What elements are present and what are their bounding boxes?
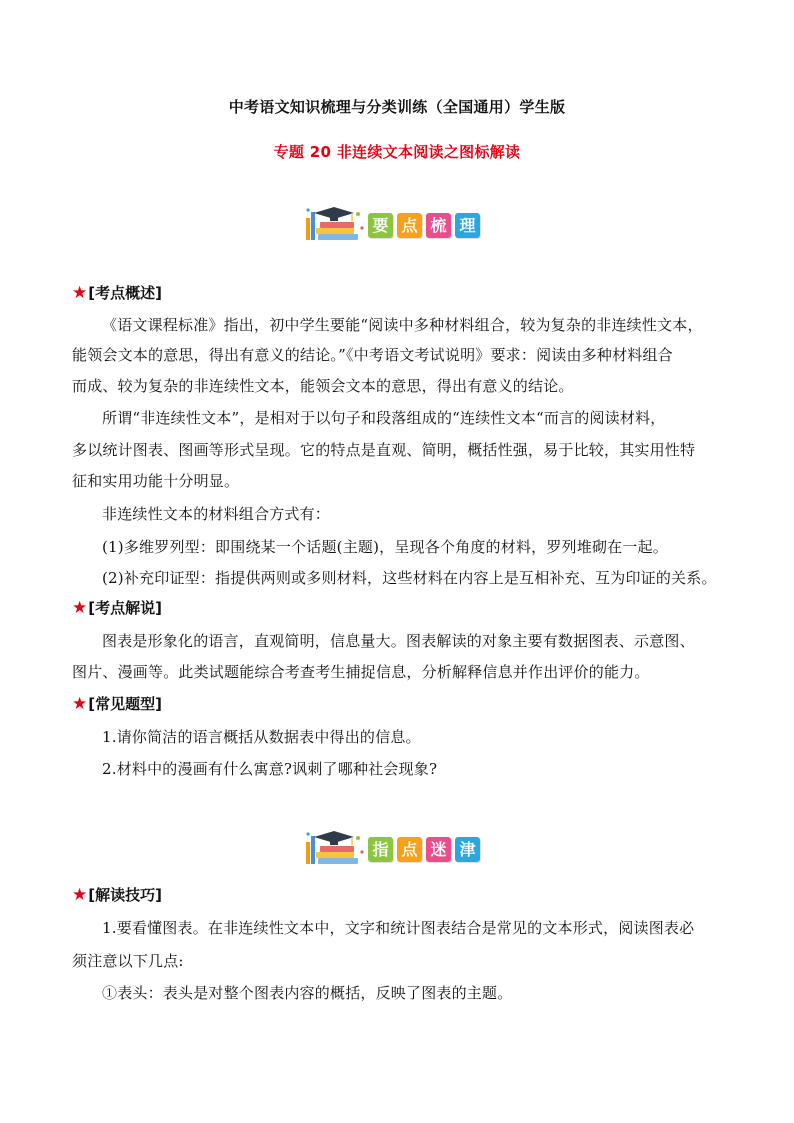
banner-tile: 理	[455, 213, 480, 238]
section-banner-key-points	[306, 204, 496, 248]
banner-tile: 点	[397, 837, 422, 862]
star-icon: ★	[72, 283, 88, 303]
banner-tile: 梳	[426, 213, 451, 238]
heading-label: [考点解说]	[88, 599, 162, 617]
paragraph-line: 1.要看懂图表。在非连续性文本中，文字和统计图表结合是常见的文本形式，阅读图表必	[102, 919, 695, 937]
star-icon: ★	[72, 885, 88, 905]
paragraph-line: 能领会文本的意思，得出有意义的结论。”《中考语文考试说明》要求：阅读由多种材料组合	[72, 346, 673, 364]
paragraph-line: 图表是形象化的语言，直观简明，信息量大。图表解读的对象主要有数据图表、示意图、	[102, 632, 695, 650]
list-item: ①表头：表头是对整个图表内容的概括，反映了图表的主题。	[102, 984, 513, 1002]
document-subtitle: 专题 20 非连续文本阅读之图标解读	[273, 143, 521, 161]
section-banner-guidance	[306, 828, 496, 872]
heading-label: [考点概述]	[88, 284, 162, 302]
banner-tile: 指	[368, 837, 393, 862]
paragraph-line: 《语文课程标准》指出，初中学生要能“阅读中多种材料组合，较为复杂的非连续性文本，	[102, 316, 703, 334]
banner-tile: 要	[368, 213, 393, 238]
banner-tile: 津	[455, 837, 480, 862]
heading-label: [常见题型]	[88, 695, 162, 713]
document-title: 中考语文知识梳理与分类训练（全国通用）学生版	[228, 98, 566, 116]
star-icon: ★	[72, 598, 88, 618]
banner-tile: 点	[397, 213, 422, 238]
heading-label: [解读技巧]	[88, 886, 162, 904]
list-item: 2.材料中的漫画有什么寓意?讽刺了哪种社会现象?	[102, 760, 438, 778]
section-heading-overview	[72, 282, 162, 304]
banner-tile: 迷	[426, 837, 451, 862]
books-graduation-cap-icon	[306, 204, 366, 248]
paragraph-line: 须注意以下几点:	[72, 952, 184, 970]
star-icon: ★	[72, 694, 88, 714]
section-heading-analysis	[72, 597, 162, 619]
paragraph-line: 所谓“非连续性文本”，是相对于以句子和段落组成的“连续性文本“而言的阅读材料，	[102, 409, 666, 427]
paragraph-line: 非连续性文本的材料组合方式有：	[102, 505, 331, 523]
list-item: (1)多维罗列型：即围绕某一个话题(主题)，呈现各个角度的材料，罗列堆砌在一起。	[102, 538, 668, 556]
books-graduation-cap-icon	[306, 828, 366, 872]
section-heading-skills	[72, 884, 162, 906]
list-item: 1.请你简洁的语言概括从数据表中得出的信息。	[102, 728, 421, 746]
paragraph-line: 征和实用功能十分明显。	[72, 472, 240, 490]
list-item: (2)补充印证型：指提供两则或多则材料，这些材料在内容上是互相补充、互为印证的关系。	[102, 569, 717, 587]
paragraph-line: 而成、较为复杂的非连续性文本，能领会文本的意思，得出有意义的结论。	[72, 377, 574, 395]
paragraph-line: 图片、漫画等。此类试题能综合考查考生捕捉信息，分析解释信息并作出评价的能力。	[72, 663, 650, 681]
section-heading-question-types	[72, 693, 162, 715]
paragraph-line: 多以统计图表、图画等形式呈现。它的特点是直观、简明，概括性强，易于比较，其实用性特	[72, 441, 696, 459]
